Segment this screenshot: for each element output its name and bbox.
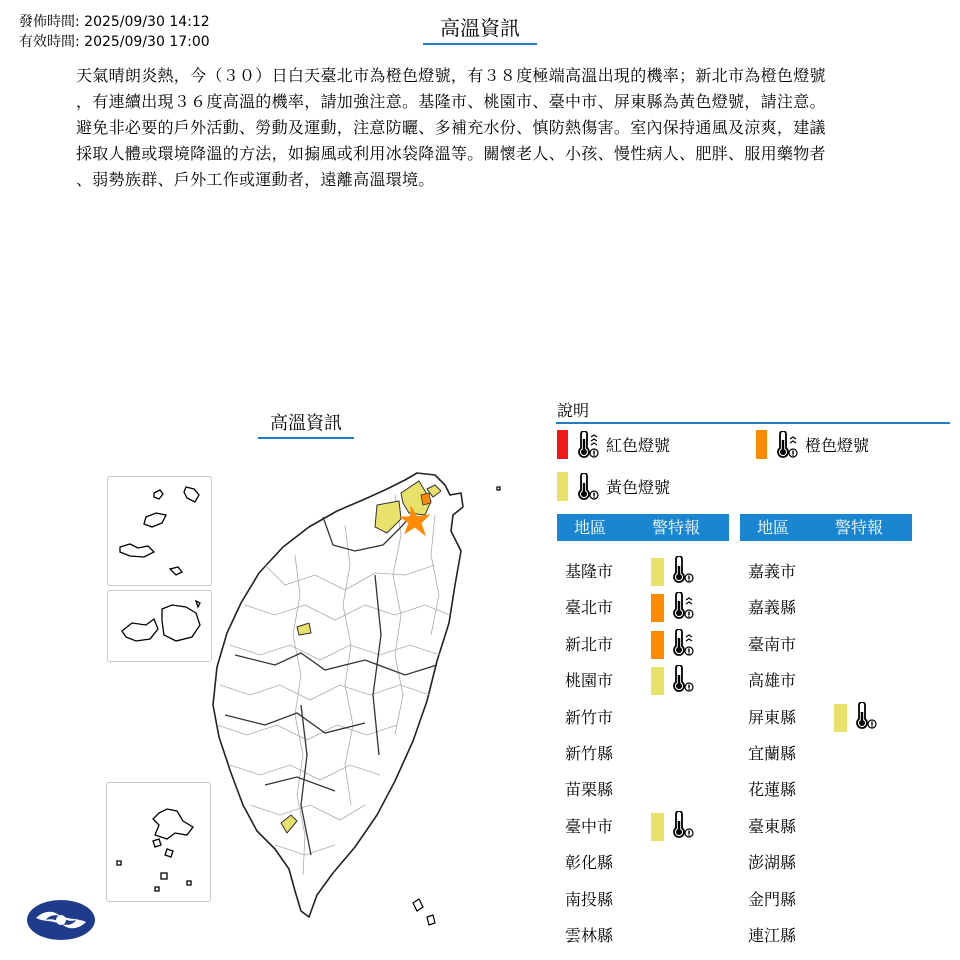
table-row xyxy=(748,926,918,948)
yellow-warning-swatch xyxy=(834,704,847,732)
orange-warning-swatch xyxy=(651,594,664,622)
legend-item-orange xyxy=(756,430,869,459)
issued-time-value: 2025/09/30 14:12 xyxy=(84,14,210,30)
region-name: 嘉義縣 xyxy=(748,598,797,617)
table-row xyxy=(565,853,735,875)
table-row xyxy=(748,708,918,730)
table-row xyxy=(565,744,735,766)
thermometer-icon xyxy=(574,473,600,501)
thermometer-icon xyxy=(852,702,878,735)
region-name: 連江縣 xyxy=(748,926,797,945)
thermometer-icon xyxy=(669,592,695,625)
region-name: 高雄市 xyxy=(748,671,797,690)
thermometer-icon xyxy=(574,431,600,459)
page-title: 高溫資訊 xyxy=(423,14,537,45)
region-name: 澎湖縣 xyxy=(748,853,797,872)
description-line: ，有連續出現３６度高溫的機率，請加強注意。基隆市、桃園市、臺中市、屏東縣為黃色燈號，請注意。 xyxy=(76,92,826,111)
table-row xyxy=(565,598,735,620)
table-row xyxy=(565,708,735,730)
table-row xyxy=(748,890,918,912)
region-name: 嘉義市 xyxy=(748,562,797,581)
table-row xyxy=(565,671,735,693)
table-row xyxy=(565,817,735,839)
matsu-map-icon xyxy=(108,477,211,585)
column-header-warning: 警特報 xyxy=(835,518,884,537)
region-name: 宜蘭縣 xyxy=(748,744,797,763)
table-row xyxy=(748,598,918,620)
thermometer-icon xyxy=(773,431,799,459)
valid-time-value: 2025/09/30 17:00 xyxy=(84,34,210,50)
region-name: 彰化縣 xyxy=(565,853,614,872)
region-name: 臺北市 xyxy=(565,598,614,617)
thermometer-icon xyxy=(669,811,695,844)
yellow-warning-swatch xyxy=(651,813,664,841)
table-row xyxy=(748,744,918,766)
region-name: 新北市 xyxy=(565,635,614,654)
column-header-region: 地區 xyxy=(574,518,607,537)
region-name: 桃園市 xyxy=(565,671,614,690)
description-line: 避免非必要的戶外活動、勞動及運動，注意防曬、多補充水份、慎防熱傷害。室內保持通風及涼爽，建議 xyxy=(76,118,826,137)
issued-time-label: 發佈時間: xyxy=(19,14,80,30)
legend-title: 說明 xyxy=(557,401,590,420)
table-row xyxy=(748,780,918,802)
table-row xyxy=(748,817,918,839)
legend-label-yellow: 黃色燈號 xyxy=(606,478,671,497)
map-title: 高溫資訊 xyxy=(258,412,354,439)
green-island xyxy=(413,899,423,911)
region-name: 臺南市 xyxy=(748,635,797,654)
table-header-left xyxy=(557,514,729,541)
inset-matsu xyxy=(107,476,212,586)
thermometer-icon xyxy=(669,629,695,662)
table-row xyxy=(565,890,735,912)
inset-penghu xyxy=(106,782,211,902)
description xyxy=(76,63,891,193)
agency-logo-icon xyxy=(26,898,96,942)
description-line: 天氣晴朗炎熱，今（３０）日白天臺北市為橙色燈號，有３８度極端高溫出現的機率；新北市為橙色燈號 xyxy=(76,66,826,85)
region-name: 新竹市 xyxy=(565,708,614,727)
yellow-warning-swatch xyxy=(651,558,664,586)
table-row xyxy=(748,562,918,584)
orange-warning-swatch xyxy=(651,631,664,659)
red-swatch xyxy=(557,430,568,459)
issued-time xyxy=(19,12,210,32)
legend-label-red: 紅色燈號 xyxy=(606,436,671,455)
table-row xyxy=(748,671,918,693)
region-name: 雲林縣 xyxy=(565,926,614,945)
region-name: 臺東縣 xyxy=(748,817,797,836)
table-header-right xyxy=(740,514,912,541)
valid-time xyxy=(19,32,210,52)
region-name: 基隆市 xyxy=(565,562,614,581)
legend-divider xyxy=(556,422,950,424)
region-name: 臺中市 xyxy=(565,817,614,836)
pengjia-islet xyxy=(497,487,500,490)
column-header-warning: 警特報 xyxy=(652,518,701,537)
region-name: 花蓮縣 xyxy=(748,780,797,799)
legend-item-red xyxy=(557,430,670,459)
region-name: 金門縣 xyxy=(748,890,797,909)
table-row xyxy=(565,635,735,657)
orange-swatch xyxy=(756,430,767,459)
region-name: 苗栗縣 xyxy=(565,780,614,799)
region-name: 屏東縣 xyxy=(748,708,797,727)
valid-time-label: 有效時間: xyxy=(19,34,80,50)
description-line: 、弱勢族群、戶外工作或運動者，遠離高溫環境。 xyxy=(76,170,435,189)
thermometer-icon xyxy=(669,556,695,589)
yellow-swatch xyxy=(557,472,568,501)
description-line: 採取人體或環境降溫的方法，如搧風或利用冰袋降溫等。關懷老人、小孩、慢性病人、肥胖、服用藥物者 xyxy=(76,144,826,163)
penghu-map-icon xyxy=(107,783,210,901)
table-row xyxy=(748,635,918,657)
table-row xyxy=(565,562,735,584)
orchid-island xyxy=(427,915,435,925)
table-row xyxy=(565,926,735,948)
orange-area-newtaipei xyxy=(421,493,431,505)
legend-label-orange: 橙色燈號 xyxy=(805,436,870,455)
kinmen-map-icon xyxy=(108,591,211,661)
table-row xyxy=(748,853,918,875)
table-row xyxy=(565,780,735,802)
region-name: 新竹縣 xyxy=(565,744,614,763)
legend-item-yellow xyxy=(557,472,670,501)
inset-kinmen xyxy=(107,590,212,662)
taiwan-map xyxy=(205,455,505,930)
region-name: 南投縣 xyxy=(565,890,614,909)
column-header-region: 地區 xyxy=(757,518,790,537)
thermometer-icon xyxy=(669,665,695,698)
yellow-warning-swatch xyxy=(651,667,664,695)
